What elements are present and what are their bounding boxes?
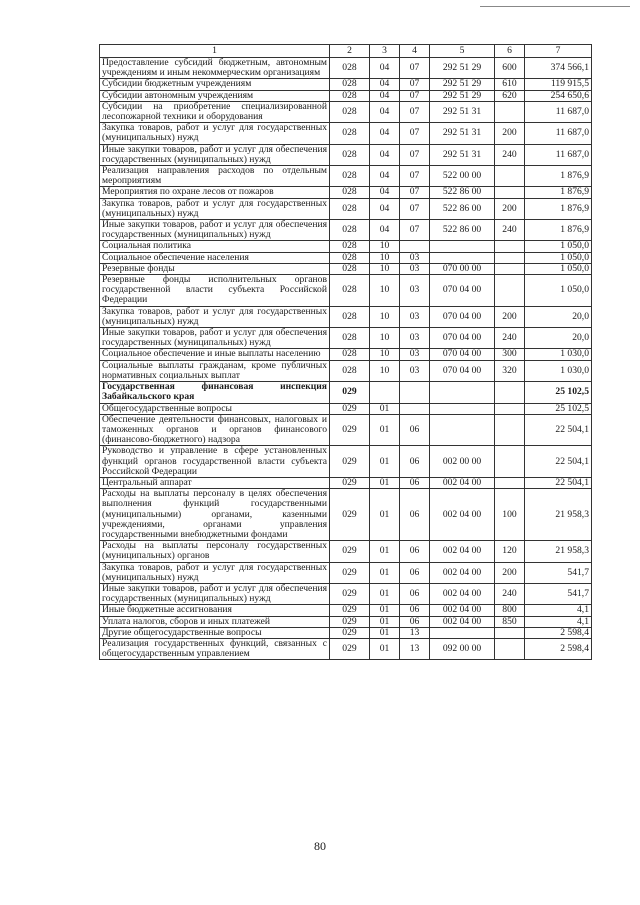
cell-target-article bbox=[430, 403, 495, 414]
cell-ministry: 029 bbox=[330, 541, 370, 562]
cell-section: 01 bbox=[370, 627, 400, 638]
cell-amount: 11 687,0 bbox=[525, 144, 592, 165]
table-header-row bbox=[100, 45, 592, 58]
row-name: Резервные фонды bbox=[100, 263, 330, 274]
cell-amount: 1 050,0 bbox=[525, 241, 592, 252]
cell-target-article: 522 86 00 bbox=[430, 220, 495, 241]
cell-subsection: 07 bbox=[400, 166, 430, 187]
cell-section: 01 bbox=[370, 489, 400, 541]
table-row bbox=[100, 583, 592, 604]
cell-subsection bbox=[400, 403, 430, 414]
row-name: Субсидии бюджетным учреждениям bbox=[100, 79, 330, 90]
table-row bbox=[100, 263, 592, 274]
cell-section bbox=[370, 382, 400, 403]
cell-expense-type: 240 bbox=[495, 220, 525, 241]
cell-ministry: 028 bbox=[330, 328, 370, 349]
cell-subsection: 07 bbox=[400, 101, 430, 122]
table-row bbox=[100, 446, 592, 478]
cell-section: 01 bbox=[370, 403, 400, 414]
cell-section: 10 bbox=[370, 306, 400, 327]
cell-subsection: 06 bbox=[400, 541, 430, 562]
cell-amount: 1 876,9 bbox=[525, 220, 592, 241]
column-header: 2 bbox=[330, 45, 370, 58]
cell-target-article: 292 51 31 bbox=[430, 144, 495, 165]
cell-section: 01 bbox=[370, 541, 400, 562]
cell-expense-type bbox=[495, 446, 525, 478]
cell-section: 10 bbox=[370, 252, 400, 263]
table-row bbox=[100, 477, 592, 488]
cell-expense-type bbox=[495, 414, 525, 446]
cell-section: 04 bbox=[370, 144, 400, 165]
cell-ministry: 029 bbox=[330, 446, 370, 478]
cell-target-article bbox=[430, 627, 495, 638]
cell-amount: 11 687,0 bbox=[525, 101, 592, 122]
cell-ministry: 028 bbox=[330, 306, 370, 327]
table-row bbox=[100, 252, 592, 263]
cell-subsection: 06 bbox=[400, 477, 430, 488]
cell-subsection: 07 bbox=[400, 123, 430, 144]
cell-expense-type bbox=[495, 187, 525, 198]
table-row bbox=[100, 627, 592, 638]
cell-section: 10 bbox=[370, 241, 400, 252]
cell-amount: 2 598,4 bbox=[525, 627, 592, 638]
cell-amount: 2 598,4 bbox=[525, 638, 592, 659]
row-name: Иные закупки товаров, работ и услуг для обеспечения государственных (муниципальных) нужд bbox=[100, 328, 330, 349]
cell-expense-type: 100 bbox=[495, 489, 525, 541]
cell-amount: 20,0 bbox=[525, 328, 592, 349]
cell-amount: 21 958,3 bbox=[525, 489, 592, 541]
cell-target-article: 002 04 00 bbox=[430, 541, 495, 562]
cell-section: 01 bbox=[370, 562, 400, 583]
row-name: Руководство и управление в сфере установленных функций органов государственной власти субъекта Российской Федерации bbox=[100, 446, 330, 478]
row-name: Закупка товаров, работ и услуг для государственных (муниципальных) нужд bbox=[100, 562, 330, 583]
cell-subsection: 06 bbox=[400, 583, 430, 604]
cell-target-article: 070 04 00 bbox=[430, 349, 495, 360]
cell-amount: 21 958,3 bbox=[525, 541, 592, 562]
cell-ministry: 028 bbox=[330, 275, 370, 307]
table-body bbox=[100, 58, 592, 660]
cell-amount: 22 504,1 bbox=[525, 414, 592, 446]
table-row bbox=[100, 382, 592, 403]
cell-expense-type: 300 bbox=[495, 349, 525, 360]
cell-ministry: 029 bbox=[330, 403, 370, 414]
cell-subsection: 07 bbox=[400, 79, 430, 90]
table-row bbox=[100, 306, 592, 327]
column-header: 5 bbox=[430, 45, 495, 58]
cell-amount: 1 876,9 bbox=[525, 166, 592, 187]
cell-amount: 22 504,1 bbox=[525, 477, 592, 488]
cell-subsection: 06 bbox=[400, 489, 430, 541]
cell-subsection: 03 bbox=[400, 275, 430, 307]
table-row bbox=[100, 58, 592, 79]
cell-ministry: 029 bbox=[330, 562, 370, 583]
row-name: Мероприятия по охране лесов от пожаров bbox=[100, 187, 330, 198]
row-name: Субсидии на приобретение специализированной лесопожарной техники и оборудования bbox=[100, 101, 330, 122]
cell-target-article bbox=[430, 382, 495, 403]
table-row bbox=[100, 360, 592, 381]
row-name: Расходы на выплаты персоналу государственных (муниципальных) органов bbox=[100, 541, 330, 562]
cell-target-article: 070 04 00 bbox=[430, 360, 495, 381]
cell-ministry: 029 bbox=[330, 605, 370, 616]
table-row bbox=[100, 328, 592, 349]
table-row bbox=[100, 220, 592, 241]
cell-section: 10 bbox=[370, 275, 400, 307]
cell-amount: 1 030,0 bbox=[525, 360, 592, 381]
cell-amount: 4,1 bbox=[525, 616, 592, 627]
row-name: Предоставление субсидий бюджетным, автономным учреждениям и иным некоммерческим организациям bbox=[100, 58, 330, 79]
row-name: Государственная финансовая инспекция Забайкальского края bbox=[100, 382, 330, 403]
cell-ministry: 029 bbox=[330, 477, 370, 488]
cell-section: 04 bbox=[370, 187, 400, 198]
cell-target-article: 292 51 29 bbox=[430, 90, 495, 101]
table-row bbox=[100, 187, 592, 198]
row-name: Закупка товаров, работ и услуг для государственных (муниципальных) нужд bbox=[100, 123, 330, 144]
cell-ministry: 029 bbox=[330, 382, 370, 403]
cell-expense-type: 610 bbox=[495, 79, 525, 90]
cell-section: 04 bbox=[370, 90, 400, 101]
cell-target-article: 070 04 00 bbox=[430, 275, 495, 307]
cell-subsection: 07 bbox=[400, 187, 430, 198]
cell-subsection: 07 bbox=[400, 58, 430, 79]
cell-expense-type bbox=[495, 403, 525, 414]
cell-expense-type bbox=[495, 241, 525, 252]
cell-section: 10 bbox=[370, 349, 400, 360]
cell-subsection bbox=[400, 241, 430, 252]
cell-section: 01 bbox=[370, 616, 400, 627]
column-header: 3 bbox=[370, 45, 400, 58]
cell-expense-type: 120 bbox=[495, 541, 525, 562]
row-name: Уплата налогов, сборов и иных платежей bbox=[100, 616, 330, 627]
cell-expense-type: 320 bbox=[495, 360, 525, 381]
row-name: Реализация государственных функций, связанных с общегосударственным управлением bbox=[100, 638, 330, 659]
cell-amount: 119 915,5 bbox=[525, 79, 592, 90]
cell-amount: 11 687,0 bbox=[525, 123, 592, 144]
cell-section: 04 bbox=[370, 79, 400, 90]
table-row bbox=[100, 541, 592, 562]
row-name: Иные закупки товаров, работ и услуг для обеспечения государственных (муниципальных) нужд bbox=[100, 583, 330, 604]
cell-section: 01 bbox=[370, 414, 400, 446]
cell-expense-type: 200 bbox=[495, 306, 525, 327]
cell-ministry: 029 bbox=[330, 638, 370, 659]
cell-subsection: 03 bbox=[400, 252, 430, 263]
table-row bbox=[100, 198, 592, 219]
table-row bbox=[100, 414, 592, 446]
cell-section: 10 bbox=[370, 263, 400, 274]
cell-target-article: 092 00 00 bbox=[430, 638, 495, 659]
table-row bbox=[100, 605, 592, 616]
row-name: Другие общегосударственные вопросы bbox=[100, 627, 330, 638]
cell-section: 04 bbox=[370, 198, 400, 219]
table-row bbox=[100, 562, 592, 583]
cell-subsection: 13 bbox=[400, 638, 430, 659]
row-name: Социальная политика bbox=[100, 241, 330, 252]
table-row bbox=[100, 275, 592, 307]
cell-target-article: 002 00 00 bbox=[430, 446, 495, 478]
cell-subsection: 07 bbox=[400, 90, 430, 101]
row-name: Социальные выплаты гражданам, кроме публичных нормативных социальных выплат bbox=[100, 360, 330, 381]
cell-amount: 254 650,6 bbox=[525, 90, 592, 101]
row-name: Субсидии автономным учреждениям bbox=[100, 90, 330, 101]
cell-subsection: 07 bbox=[400, 198, 430, 219]
cell-section: 01 bbox=[370, 638, 400, 659]
cell-amount: 22 504,1 bbox=[525, 446, 592, 478]
cell-target-article: 002 04 00 bbox=[430, 605, 495, 616]
cell-section: 04 bbox=[370, 220, 400, 241]
cell-amount: 541,7 bbox=[525, 562, 592, 583]
cell-subsection: 03 bbox=[400, 349, 430, 360]
cell-ministry: 028 bbox=[330, 123, 370, 144]
cell-expense-type bbox=[495, 638, 525, 659]
row-name: Закупка товаров, работ и услуг для государственных (муниципальных) нужд bbox=[100, 306, 330, 327]
cell-amount: 1 876,9 bbox=[525, 198, 592, 219]
table-row bbox=[100, 90, 592, 101]
cell-section: 04 bbox=[370, 166, 400, 187]
cell-target-article: 002 04 00 bbox=[430, 583, 495, 604]
cell-subsection: 06 bbox=[400, 414, 430, 446]
cell-ministry: 028 bbox=[330, 166, 370, 187]
cell-subsection: 03 bbox=[400, 360, 430, 381]
cell-ministry: 029 bbox=[330, 414, 370, 446]
cell-ministry: 028 bbox=[330, 220, 370, 241]
cell-amount: 1 876,9 bbox=[525, 187, 592, 198]
cell-expense-type bbox=[495, 252, 525, 263]
cell-ministry: 028 bbox=[330, 79, 370, 90]
cell-expense-type bbox=[495, 477, 525, 488]
cell-ministry: 028 bbox=[330, 187, 370, 198]
page-number: 80 bbox=[314, 839, 326, 853]
table-row bbox=[100, 79, 592, 90]
cell-ministry: 028 bbox=[330, 90, 370, 101]
cell-ministry: 028 bbox=[330, 58, 370, 79]
cell-section: 10 bbox=[370, 360, 400, 381]
cell-ministry: 029 bbox=[330, 616, 370, 627]
row-name: Обеспечение деятельности финансовых, налоговых и таможенных органов и органов финансового (финансово-бюджетного) надзора bbox=[100, 414, 330, 446]
budget-table bbox=[99, 44, 592, 660]
cell-target-article: 070 00 00 bbox=[430, 263, 495, 274]
cell-expense-type: 800 bbox=[495, 605, 525, 616]
cell-expense-type: 200 bbox=[495, 562, 525, 583]
cell-ministry: 028 bbox=[330, 144, 370, 165]
cell-ministry: 029 bbox=[330, 627, 370, 638]
cell-subsection: 07 bbox=[400, 220, 430, 241]
table-row bbox=[100, 101, 592, 122]
cell-target-article: 522 86 00 bbox=[430, 198, 495, 219]
cell-expense-type bbox=[495, 101, 525, 122]
cell-target-article: 292 51 31 bbox=[430, 101, 495, 122]
row-name: Расходы на выплаты персоналу в целях обеспечения выполнения функций государственными (муниципальными) органами, казенными учреждениями, органами управления государственными внебюджетными фондами bbox=[100, 489, 330, 541]
cell-subsection: 06 bbox=[400, 605, 430, 616]
row-name: Закупка товаров, работ и услуг для государственных (муниципальных) нужд bbox=[100, 198, 330, 219]
cell-target-article: 292 51 31 bbox=[430, 123, 495, 144]
cell-amount: 1 030,0 bbox=[525, 349, 592, 360]
cell-expense-type bbox=[495, 382, 525, 403]
row-name: Иные закупки товаров, работ и услуг для обеспечения государственных (муниципальных) нужд bbox=[100, 220, 330, 241]
row-name: Реализация направления расходов по отдельным мероприятиям bbox=[100, 166, 330, 187]
cell-ministry: 028 bbox=[330, 252, 370, 263]
cell-ministry: 028 bbox=[330, 198, 370, 219]
cell-expense-type bbox=[495, 627, 525, 638]
row-name: Центральный аппарат bbox=[100, 477, 330, 488]
cell-target-article bbox=[430, 241, 495, 252]
cell-amount: 1 050,0 bbox=[525, 263, 592, 274]
table-row bbox=[100, 403, 592, 414]
column-header: 7 bbox=[525, 45, 592, 58]
cell-expense-type: 620 bbox=[495, 90, 525, 101]
cell-section: 01 bbox=[370, 583, 400, 604]
cell-subsection: 06 bbox=[400, 446, 430, 478]
cell-target-article: 002 04 00 bbox=[430, 477, 495, 488]
cell-expense-type: 850 bbox=[495, 616, 525, 627]
cell-target-article: 070 04 00 bbox=[430, 328, 495, 349]
cell-target-article: 522 00 00 bbox=[430, 166, 495, 187]
cell-target-article: 522 86 00 bbox=[430, 187, 495, 198]
column-header: 4 bbox=[400, 45, 430, 58]
cell-ministry: 028 bbox=[330, 241, 370, 252]
cell-subsection bbox=[400, 382, 430, 403]
row-name: Иные закупки товаров, работ и услуг для обеспечения государственных (муниципальных) нужд bbox=[100, 144, 330, 165]
column-header: 6 bbox=[495, 45, 525, 58]
row-name: Общегосударственные вопросы bbox=[100, 403, 330, 414]
cell-target-article: 002 04 00 bbox=[430, 616, 495, 627]
cell-amount: 20,0 bbox=[525, 306, 592, 327]
cell-target-article bbox=[430, 414, 495, 446]
cell-subsection: 03 bbox=[400, 306, 430, 327]
cell-amount: 4,1 bbox=[525, 605, 592, 616]
cell-subsection: 07 bbox=[400, 144, 430, 165]
cell-expense-type: 240 bbox=[495, 583, 525, 604]
cell-target-article bbox=[430, 252, 495, 263]
cell-amount: 25 102,5 bbox=[525, 403, 592, 414]
cell-subsection: 03 bbox=[400, 263, 430, 274]
table-row bbox=[100, 123, 592, 144]
cell-section: 04 bbox=[370, 123, 400, 144]
cell-section: 10 bbox=[370, 328, 400, 349]
cell-amount: 1 050,0 bbox=[525, 275, 592, 307]
cell-expense-type: 200 bbox=[495, 198, 525, 219]
cell-subsection: 13 bbox=[400, 627, 430, 638]
table-row bbox=[100, 144, 592, 165]
cell-expense-type bbox=[495, 263, 525, 274]
cell-amount: 1 050,0 bbox=[525, 252, 592, 263]
table-row bbox=[100, 241, 592, 252]
cell-expense-type: 240 bbox=[495, 328, 525, 349]
cell-expense-type: 600 bbox=[495, 58, 525, 79]
cell-target-article: 070 04 00 bbox=[430, 306, 495, 327]
top-rule bbox=[480, 6, 630, 7]
row-name: Социальное обеспечение населения bbox=[100, 252, 330, 263]
cell-ministry: 029 bbox=[330, 489, 370, 541]
cell-expense-type bbox=[495, 166, 525, 187]
table-row bbox=[100, 616, 592, 627]
cell-section: 01 bbox=[370, 605, 400, 616]
cell-target-article: 292 51 29 bbox=[430, 58, 495, 79]
cell-ministry: 028 bbox=[330, 263, 370, 274]
row-name: Резервные фонды исполнительных органов государственной власти субъекта Российской Федерации bbox=[100, 275, 330, 307]
row-name: Иные бюджетные ассигнования bbox=[100, 605, 330, 616]
cell-subsection: 06 bbox=[400, 562, 430, 583]
cell-section: 04 bbox=[370, 101, 400, 122]
column-header: 1 bbox=[100, 45, 330, 58]
cell-target-article: 002 04 00 bbox=[430, 562, 495, 583]
cell-ministry: 028 bbox=[330, 101, 370, 122]
cell-amount: 374 566,1 bbox=[525, 58, 592, 79]
cell-target-article: 002 04 00 bbox=[430, 489, 495, 541]
cell-amount: 541,7 bbox=[525, 583, 592, 604]
cell-ministry: 028 bbox=[330, 360, 370, 381]
cell-ministry: 029 bbox=[330, 583, 370, 604]
table-row bbox=[100, 166, 592, 187]
cell-section: 01 bbox=[370, 446, 400, 478]
cell-subsection: 06 bbox=[400, 616, 430, 627]
table-row bbox=[100, 489, 592, 541]
cell-target-article: 292 51 29 bbox=[430, 79, 495, 90]
cell-subsection: 03 bbox=[400, 328, 430, 349]
cell-expense-type: 240 bbox=[495, 144, 525, 165]
cell-expense-type: 200 bbox=[495, 123, 525, 144]
row-name: Социальное обеспечение и иные выплаты населению bbox=[100, 349, 330, 360]
cell-expense-type bbox=[495, 275, 525, 307]
cell-section: 04 bbox=[370, 58, 400, 79]
table-row bbox=[100, 638, 592, 659]
cell-ministry: 028 bbox=[330, 349, 370, 360]
cell-amount: 25 102,5 bbox=[525, 382, 592, 403]
table-row bbox=[100, 349, 592, 360]
cell-section: 01 bbox=[370, 477, 400, 488]
